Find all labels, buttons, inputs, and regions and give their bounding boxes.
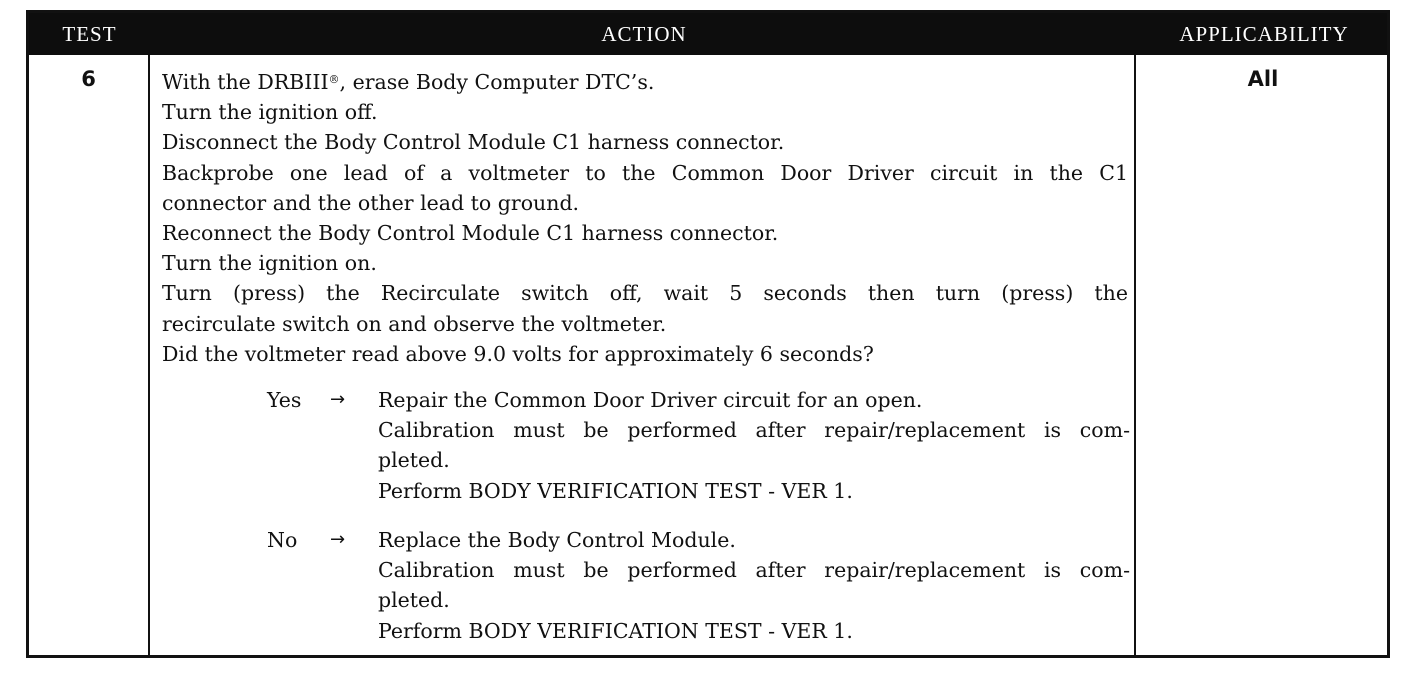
action-step: Disconnect the Body Control Module C1 harness connector. xyxy=(162,130,785,155)
column-divider xyxy=(148,55,150,658)
column-divider xyxy=(1134,55,1136,658)
test-number: 6 xyxy=(81,67,96,91)
header-action: ACTION xyxy=(601,22,687,46)
outcome-line: Perform BODY VERIFICATION TEST - VER 1. xyxy=(378,618,853,643)
table-row xyxy=(29,55,1387,658)
arrow-right-icon: → xyxy=(330,389,346,410)
action-step: Turn (press) the Recirculate switch off, wait 5 seconds then turn (press) the xyxy=(162,281,1128,306)
outcome-line: Replace the Body Control Module. xyxy=(378,528,736,552)
action-step: Backprobe one lead of a voltmeter to the Common Door Driver circuit in the C1 xyxy=(162,160,1128,185)
outcome-yes-text xyxy=(378,385,1130,506)
header-applicability: APPLICABILITY xyxy=(1179,22,1349,46)
table-header xyxy=(29,13,1387,55)
action-step: With the DRBIII®, erase Body Computer DTC’s. xyxy=(162,70,655,94)
outcome-line: Calibration must be performed after repair/replacement is com- xyxy=(378,418,1130,443)
action-step: Turn the ignition off. xyxy=(162,100,378,125)
outcome-no-text xyxy=(378,525,1130,646)
action-step: Turn the ignition on. xyxy=(162,251,377,276)
applicability-value: All xyxy=(1247,67,1279,91)
registered-mark: ® xyxy=(328,73,340,86)
outcome-line: Calibration must be performed after repair/replacement is com- xyxy=(378,558,1130,583)
outcome-line: pleted. xyxy=(378,448,450,473)
action-step: Did the voltmeter read above 9.0 volts for approximately 6 seconds? xyxy=(162,341,874,366)
action-cell xyxy=(162,67,1130,643)
arrow-right-icon: → xyxy=(330,529,346,550)
header-test: TEST xyxy=(62,22,117,46)
outcome-line: pleted. xyxy=(378,588,450,613)
diagnostic-test-table xyxy=(26,10,1390,658)
outcome-line: Repair the Common Door Driver circuit for an open. xyxy=(378,388,923,412)
action-step: Reconnect the Body Control Module C1 harness connector. xyxy=(162,221,779,246)
outcome-yes-label: Yes xyxy=(267,388,302,412)
action-step: connector and the other lead to ground. xyxy=(162,190,580,215)
outcome-no-label: No xyxy=(267,528,298,552)
action-step: recirculate switch on and observe the voltmeter. xyxy=(162,311,667,336)
outcome-line: Perform BODY VERIFICATION TEST - VER 1. xyxy=(378,478,853,503)
